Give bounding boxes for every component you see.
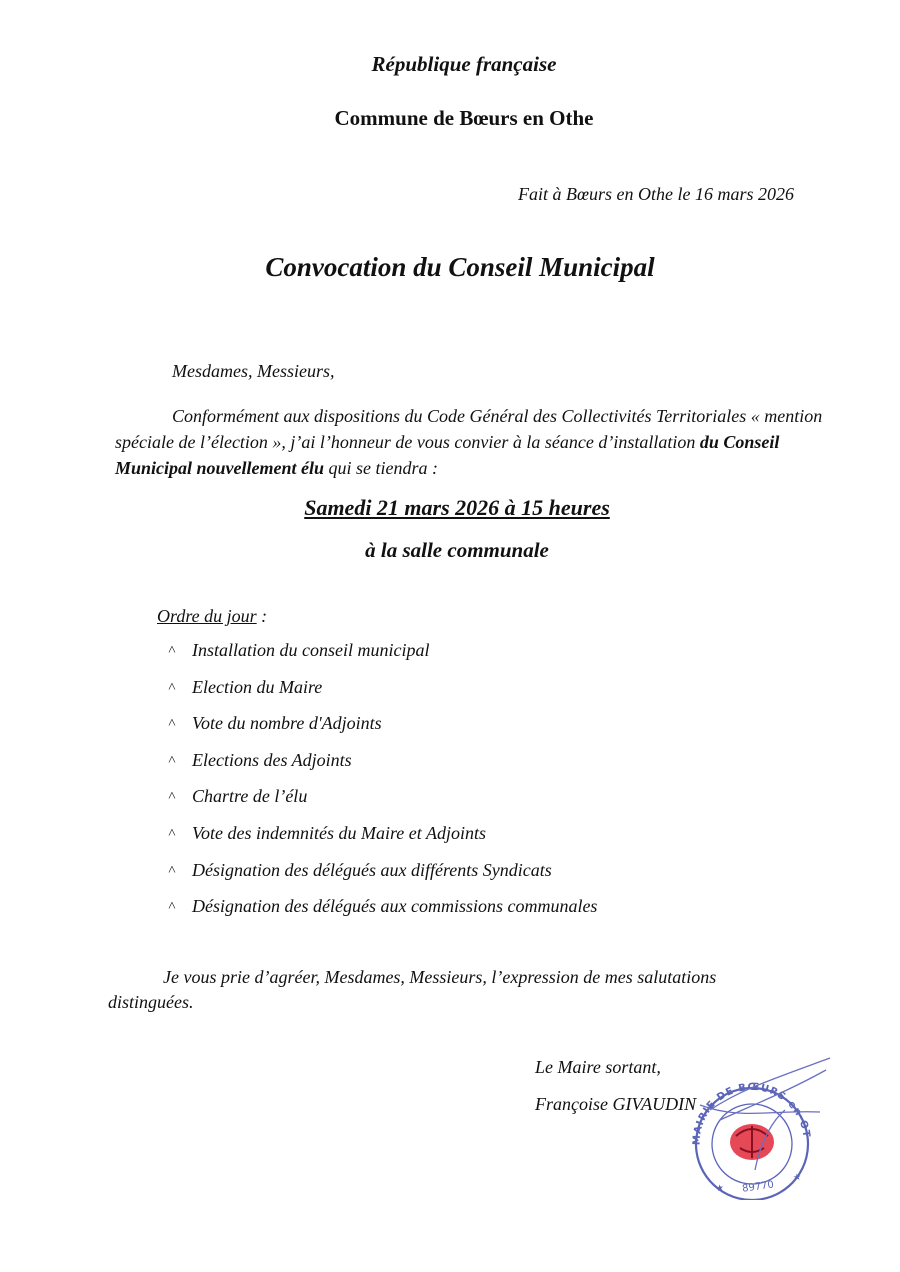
agenda-item — [168, 786, 597, 823]
stamp-postcode: 89770 — [741, 1179, 775, 1195]
agenda-item — [168, 896, 597, 933]
agenda-heading — [157, 606, 267, 627]
dateline: Fait à Bœurs en Othe le 16 mars 2026 — [518, 184, 794, 204]
country-heading: République française — [371, 52, 557, 76]
body-paragraph — [115, 403, 860, 481]
agenda-item-text: Chartre de l’élu — [192, 786, 308, 807]
closing-paragraph — [108, 965, 788, 1015]
arrowhead-bullet-icon: ˄ — [168, 789, 176, 805]
arrowhead-bullet-icon: ˄ — [168, 862, 176, 878]
agenda-item-text: Installation du conseil municipal — [192, 640, 430, 660]
agenda-item-text: Vote des indemnités du Maire et Adjoints — [192, 822, 486, 843]
svg-text:★: ★ — [792, 1172, 802, 1184]
signatory-title: Le Maire sortant, — [535, 1057, 661, 1077]
agenda-item-text: Désignation des délégués aux différents Syndicats — [192, 859, 552, 880]
body-bold: du Conseil Municipal nouvellement élu — [115, 432, 780, 478]
agenda-item — [168, 713, 597, 750]
closing-line-2: distinguées. — [108, 992, 194, 1012]
agenda-item-text: Election du Maire — [192, 676, 323, 697]
closing-line-1: Je vous prie d’agréer, Mesdames, Messieurs, l’expression de mes salutations — [163, 967, 717, 987]
agenda-heading-colon: : — [256, 606, 268, 626]
greeting: Mesdames, Messieurs, — [172, 361, 335, 381]
svg-text:MAIRIE DE BŒURS-en-OTHE: MAIRIE DE BŒURS-en-OTHE — [691, 1081, 812, 1146]
agenda-item — [168, 860, 597, 897]
agenda-item — [168, 823, 597, 860]
svg-text:★: ★ — [715, 1183, 725, 1195]
agenda-item — [168, 750, 597, 787]
signatory-name: Françoise GIVAUDIN — [535, 1094, 697, 1114]
agenda-item-text: Elections des Adjoints — [192, 749, 352, 770]
arrowhead-bullet-icon: ˄ — [168, 752, 176, 768]
agenda-item-text: Vote du nombre d'Adjoints — [192, 713, 382, 734]
body-part1: Conformément aux dispositions du Code Général des Collectivités Territoriales « mention spéciale de l’élection », j’ai l’honneur de vous convier à la séance d’installation — [115, 406, 823, 452]
agenda-item — [168, 640, 597, 677]
agenda-heading-label: Ordre du jour — [157, 606, 257, 626]
agenda-list — [168, 640, 597, 933]
meeting-place: à la salle communale — [365, 538, 549, 562]
arrowhead-bullet-icon: ˄ — [168, 899, 176, 915]
commune-heading: Commune de Bœurs en Othe — [334, 106, 594, 130]
arrowhead-bullet-icon: ˄ — [168, 716, 176, 732]
body-part2: qui se tiendra : — [328, 458, 439, 478]
agenda-item — [168, 677, 597, 714]
arrowhead-bullet-icon: ˄ — [168, 825, 176, 841]
arrowhead-bullet-icon: ˄ — [168, 679, 176, 695]
seal-emblem-icon — [730, 1124, 774, 1160]
document-title: Convocation du Conseil Municipal — [265, 252, 655, 282]
agenda-item-text: Désignation des délégués aux commissions communales — [192, 896, 598, 917]
meeting-date-time: Samedi 21 mars 2026 à 15 heures — [304, 495, 610, 520]
mairie-seal-stamp — [680, 1050, 840, 1200]
arrowhead-bullet-icon: ˄ — [168, 643, 176, 658]
